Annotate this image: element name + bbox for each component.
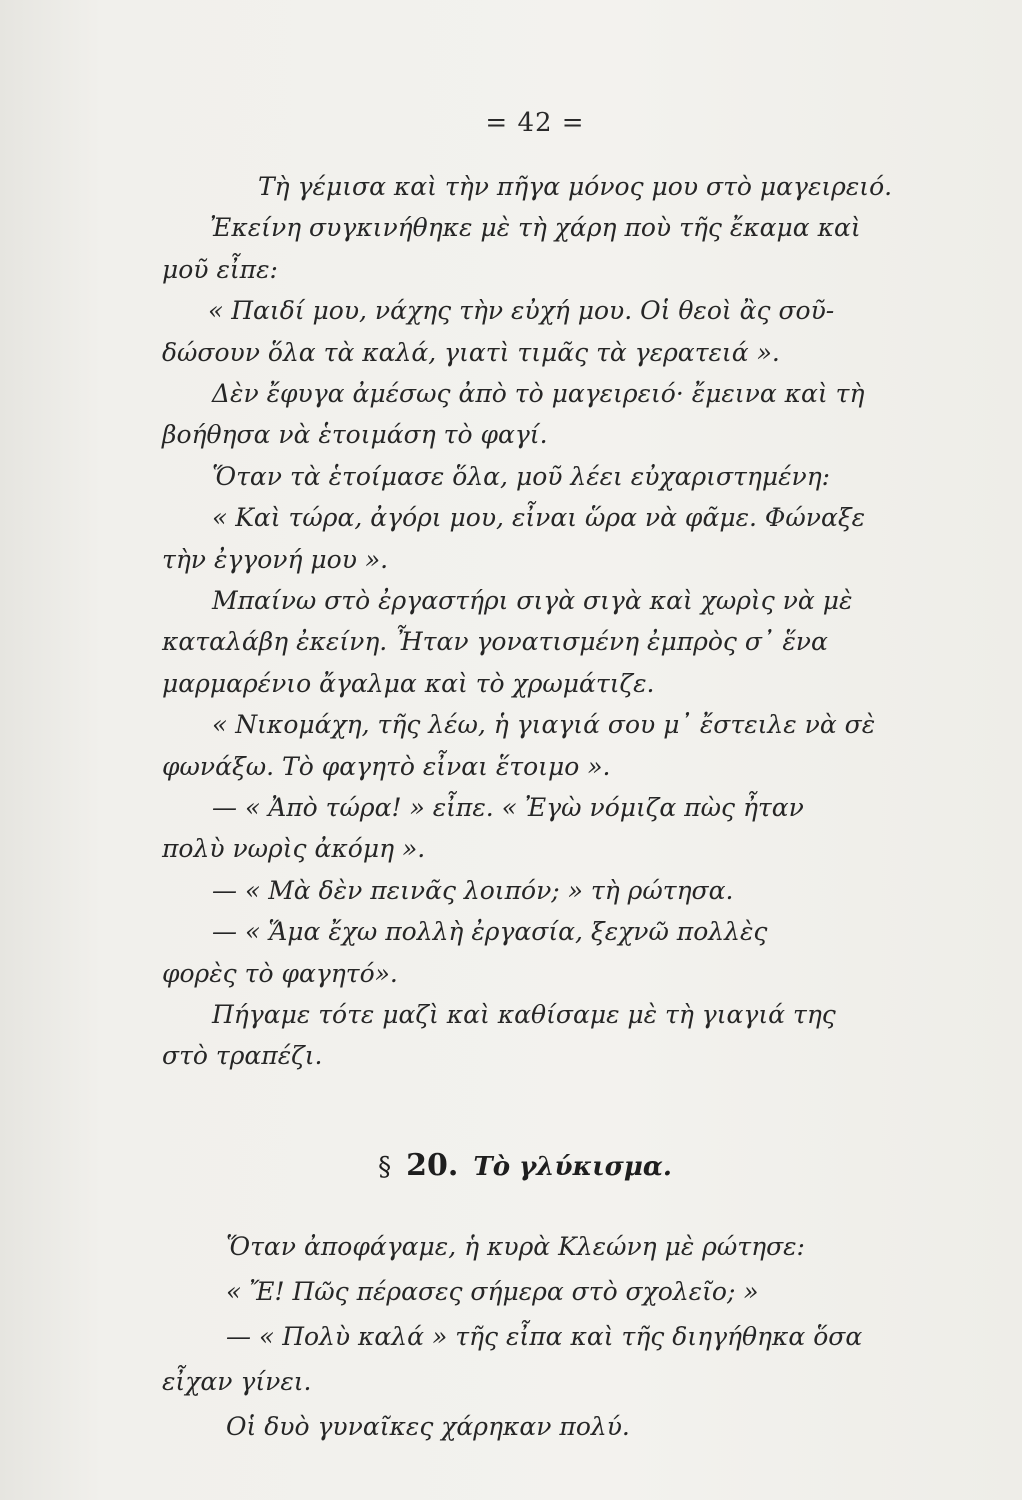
text-line: φορὲς τὸ φαγητό». bbox=[162, 959, 398, 988]
text-line: — « Ἅμα ἔχω πολλὴ ἐργασία, ξεχνῶ πολλὲς bbox=[212, 917, 768, 946]
section-title: Τὸ γλύκισμα. bbox=[473, 1152, 672, 1182]
text-line: μαρμαρένιο ἄγαλμα καὶ τὸ χρωμάτιζε. bbox=[162, 669, 655, 698]
text-line: « Νικομάχη, τῆς λέω, ἡ γιαγιά σου μ᾽ ἔστειλε νὰ σὲ bbox=[212, 710, 876, 739]
text-line: « Καὶ τώρα, ἀγόρι μου, εἶναι ὥρα νὰ φᾶμε. Φώναξε bbox=[212, 503, 866, 532]
text-line: Πήγαμε τότε μαζὶ καὶ καθίσαμε μὲ τὴ γιαγιά της bbox=[212, 1000, 836, 1029]
text-line: τὴν ἐγγονή μου ». bbox=[162, 545, 389, 574]
text-line: πολὺ νωρὶς ἀκόμη ». bbox=[162, 834, 426, 863]
text-line: εἶχαν γίνει. bbox=[162, 1367, 312, 1396]
text-line: φωνάξω. Τὸ φαγητὸ εἶναι ἕτοιμο ». bbox=[162, 752, 611, 781]
text-line: Μπαίνω στὸ ἐργαστήρι σιγὰ σιγὰ καὶ χωρὶς νὰ μὲ bbox=[212, 586, 853, 615]
text-line: δώσουν ὅλα τὰ καλά, γιατὶ τιμᾶς τὰ γερατειά ». bbox=[162, 338, 780, 367]
text-line: « Παιδί μου, νάχης τὴν εὐχή μου. Οἱ θεοὶ ἂς σοῦ- bbox=[208, 296, 835, 325]
text-line: « Ἔ! Πῶς πέρασες σήμερα στὸ σχολεῖο; » bbox=[226, 1277, 759, 1306]
text-line: βοήθησα νὰ ἑτοιμάση τὸ φαγί. bbox=[162, 420, 548, 449]
text-line: Τὴ γέμισα καὶ τὴν πῆγα μόνος μου στὸ μαγειρειό. bbox=[258, 172, 893, 201]
text-line: — « Μὰ δὲν πεινᾶς λοιπόν; » τὴ ρώτησα. bbox=[212, 876, 734, 905]
text-line: στὸ τραπέζι. bbox=[162, 1041, 323, 1070]
page-number: = 42 = bbox=[485, 108, 585, 138]
text-line: καταλάβη ἐκείνη. Ἦταν γονατισμένη ἐμπρὸς σ᾽ ἕνα bbox=[162, 627, 828, 656]
section-heading bbox=[0, 1148, 1022, 1183]
section-number: 20. bbox=[406, 1148, 459, 1183]
text-line: Οἱ δυὸ γυναῖκες χάρηκαν πολύ. bbox=[226, 1412, 630, 1441]
text-line: — « Πολὺ καλά » τῆς εἶπα καὶ τῆς διηγήθηκα ὅσα bbox=[226, 1322, 863, 1351]
text-line: μοῦ εἶπε: bbox=[162, 255, 278, 284]
text-line: Δὲν ἔφυγα ἀμέσως ἀπὸ τὸ μαγειρειό· ἔμεινα καὶ τὴ bbox=[212, 379, 865, 408]
text-line: Ὅταν ἀποφάγαμε, ἡ κυρὰ Κλεώνη μὲ ρώτησε: bbox=[226, 1232, 805, 1261]
text-line: Ἐκείνη συγκινήθηκε μὲ τὴ χάρη ποὺ τῆς ἔκαμα καὶ bbox=[210, 213, 861, 242]
text-line: Ὅταν τὰ ἑτοίμασε ὅλα, μοῦ λέει εὐχαριστημένη: bbox=[212, 462, 831, 491]
text-line: — « Ἀπὸ τώρα! » εἶπε. « Ἐγὼ νόμιζα πὼς ἦταν bbox=[212, 793, 804, 822]
section-symbol: § bbox=[378, 1152, 392, 1182]
